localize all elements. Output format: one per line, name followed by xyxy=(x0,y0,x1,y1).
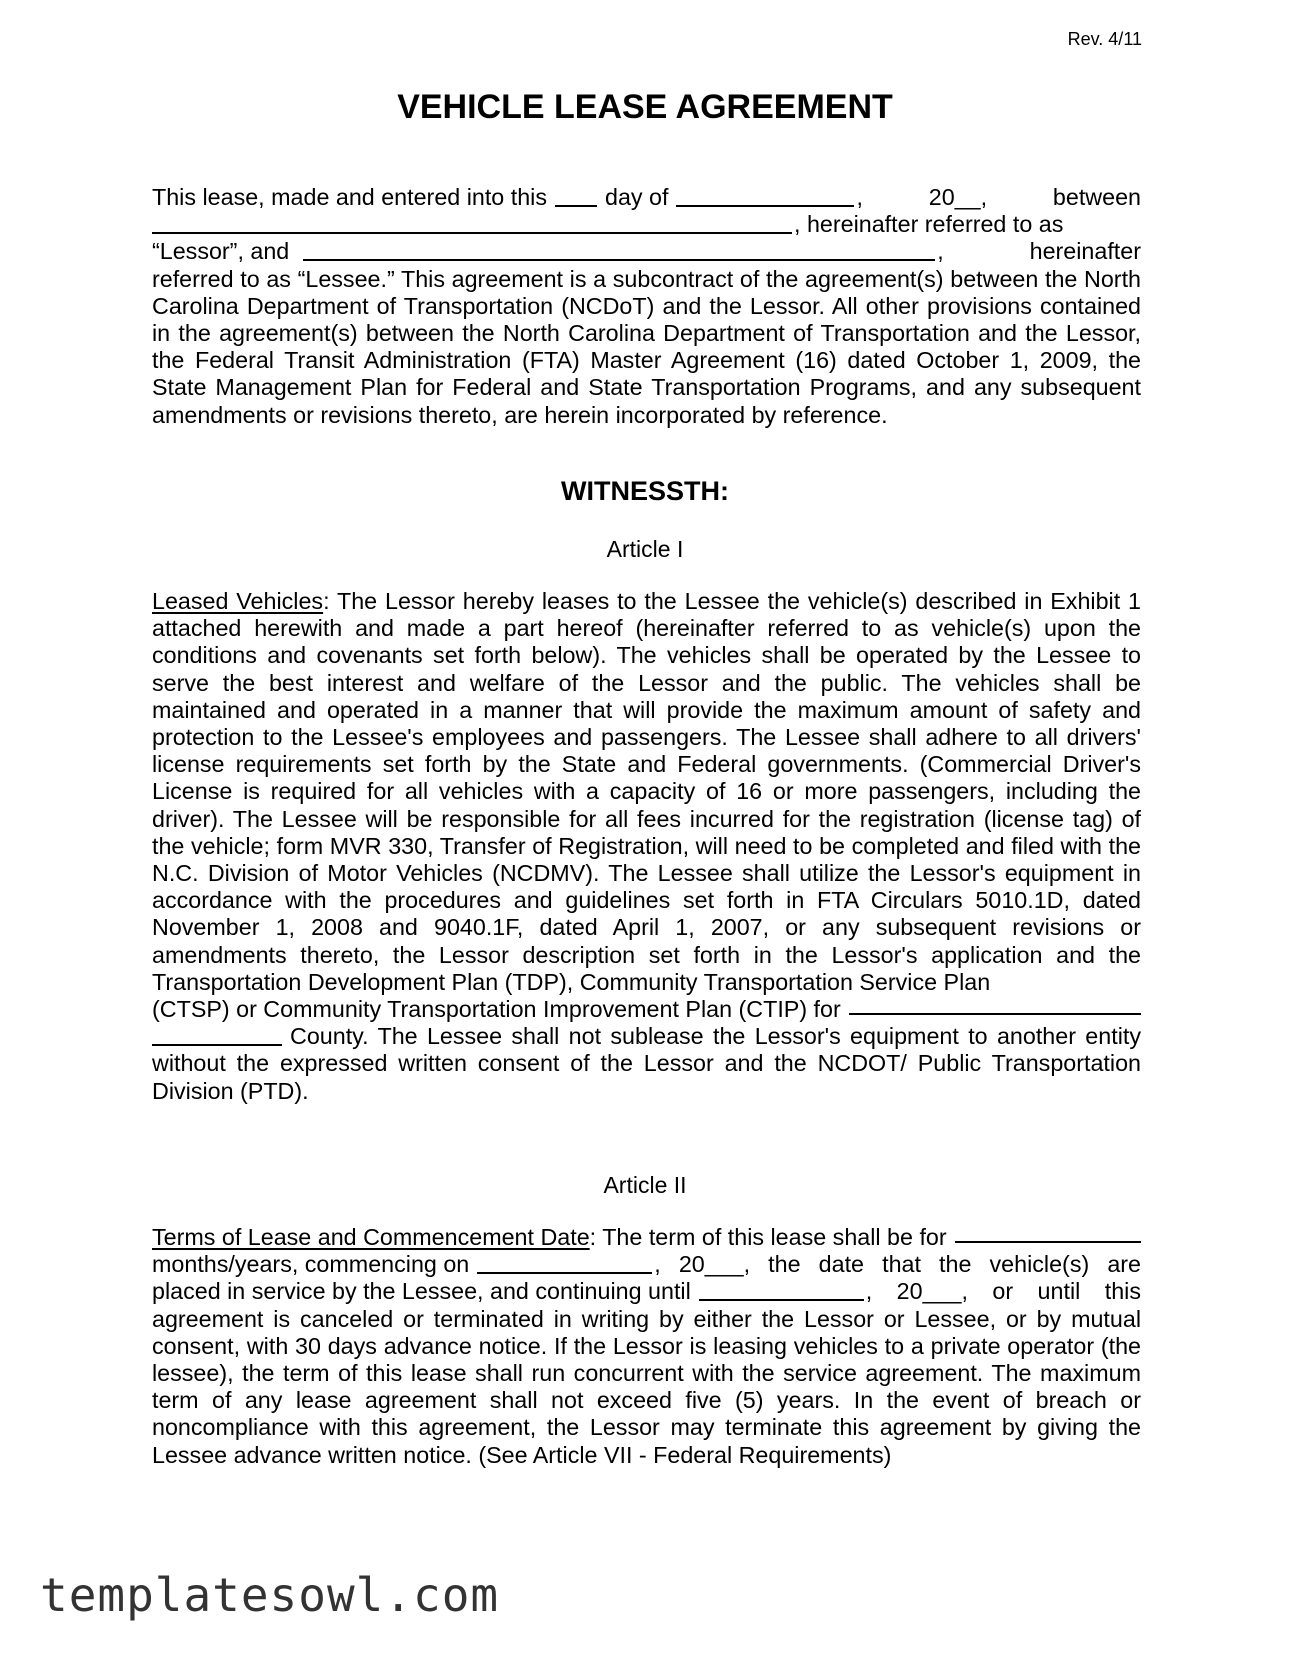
intro-text: day of xyxy=(605,184,669,210)
article-2-text: : The term of this lease shall be for xyxy=(589,1224,947,1250)
article-1-paragraph: : The Lessor hereby leases to the Lessee the vehicle(s) described in Exhibit 1 attached herewith and made a part hereof (hereinafter referred to as vehicle(s) upon the conditions and covenants set forth below). The vehicles shall be operated by the Lessee to serve the best interest and welfare of the Lessor and the public. The vehicles shall be maintained and operated in a manner that will provide the maximum amount of safety and protection to the Lessee's employees and passengers. The Lessee shall adhere to all drivers' license requirements set forth by the State and Federal governments. (Commercial Driver's License is required for all vehicles with a capacity of 16 or more passengers, including the driver). The Lessee will be responsible for all fees incurred for the registration (license tag) of the vehicle; form MVR 330, Transfer of Registration, will need to be completed and filed with the N.C. Division of Motor Vehicles (NCDMV). The Lessee shall utilize the Lessor's equipment in accordance with the procedures and guidelines set forth in FTA Circulars 5010.1D, dated November 1, 2008 and 9040.1F, dated April 1, 2007, or any subsequent revisions or amendments thereto, the Lessor description set forth in the Lessor's application and the Transportation Development Plan (TDP), Community Transportation Service Plan xyxy=(152,588,1142,995)
article-2-paragraph: agreement is canceled or terminated in writing by either the Lessor or Lessee, or by mutual consent, with 30 days advance notice. If the Lessor is leasing vehicles to a private operator (the lessee), the term of this lease shall run concurrent with the service agreement. The maximum term of any lease agreement shall not exceed five (5) years. In the event of breach or noncompliance with this agreement, the Lessor may terminate this agreement by giving the Lessee advance written notice. (See Article VII - Federal Requirements) xyxy=(152,1305,1141,1468)
article-2-line-2 xyxy=(152,1251,1141,1278)
article-2-text: months/years, commencing on xyxy=(152,1251,470,1278)
term-blank[interactable] xyxy=(955,1240,1141,1243)
commence-date-blank[interactable] xyxy=(477,1271,652,1274)
county-blank[interactable] xyxy=(152,1043,282,1046)
article-1-text xyxy=(152,588,1141,996)
article-1-plan-text: (CTSP) or Community Transportation Improvement Plan (CTIP) for xyxy=(152,996,841,1023)
day-blank[interactable] xyxy=(555,204,597,207)
lessee-blank[interactable] xyxy=(303,258,935,261)
intro-text: , hereinafter referred to as xyxy=(794,211,1064,238)
intro-line-2 xyxy=(152,211,1141,238)
article-1-county-text: County. The Lessee shall not sublease the Lessor's equipment to another entity without the expressed written consent of the Lessor and the NCDOT/ Public Transportation Division (PTD). xyxy=(152,1023,1141,1104)
plan-blank[interactable] xyxy=(849,1012,1141,1015)
article-2-text: , 20___, or until this xyxy=(865,1278,1141,1305)
watermark-logo: templatesowl.com xyxy=(40,1568,500,1622)
intro-line-1 xyxy=(152,184,1141,211)
article-2-body xyxy=(152,1224,1141,1469)
leased-vehicles-label: Leased Vehicles xyxy=(152,588,324,614)
intro-text: hereinafter xyxy=(1029,238,1141,265)
intro-text: This lease, made and entered into this xyxy=(152,184,547,210)
intro-paragraph xyxy=(152,184,1141,429)
article-2-heading: Article II xyxy=(603,1172,687,1198)
article-2-line-1 xyxy=(152,1224,1141,1251)
party-blank[interactable] xyxy=(152,231,792,234)
intro-text: between xyxy=(1052,184,1142,210)
intro-text: “Lessor”, and xyxy=(152,238,290,265)
article-2-line-3 xyxy=(152,1278,1141,1305)
revision-label: Rev. 4/11 xyxy=(1067,29,1142,49)
intro-line-3 xyxy=(152,238,1141,265)
terms-label: Terms of Lease and Commencement Date xyxy=(152,1224,590,1250)
article-2-text: , 20___, the date that the vehicle(s) are xyxy=(654,1251,1141,1278)
article-1-county-line xyxy=(152,996,1141,1023)
article-1-tail xyxy=(152,1023,1141,1105)
intro-text: , xyxy=(856,184,863,210)
intro-text: , xyxy=(937,238,944,265)
witness-heading: WITNESSTH: xyxy=(561,476,729,506)
article-1-heading: Article I xyxy=(606,536,684,562)
month-blank[interactable] xyxy=(676,204,854,207)
intro-body-text: referred to as “Lessee.” This agreement is a subcontract of the agreement(s) between the North Carolina Department of Transportation (NCDoT) and the Lessor. All other provisions contained in the agreement(s) between the North Carolina Department of Transportation and the Lessor, the Federal Transit Administration (FTA) Master Agreement (16) dated October 1, 2009, the State Management Plan for Federal and State Transportation Programs, and any subsequent amendments or revisions thereto, are herein incorporated by reference. xyxy=(152,265,1141,428)
article-2-text: placed in service by the Lessee, and continuing until xyxy=(152,1278,691,1305)
year-text: 20__, xyxy=(928,184,988,210)
document-title: VEHICLE LEASE AGREEMENT xyxy=(397,88,893,126)
end-date-blank[interactable] xyxy=(699,1298,864,1301)
article-1-body xyxy=(152,588,1141,1105)
